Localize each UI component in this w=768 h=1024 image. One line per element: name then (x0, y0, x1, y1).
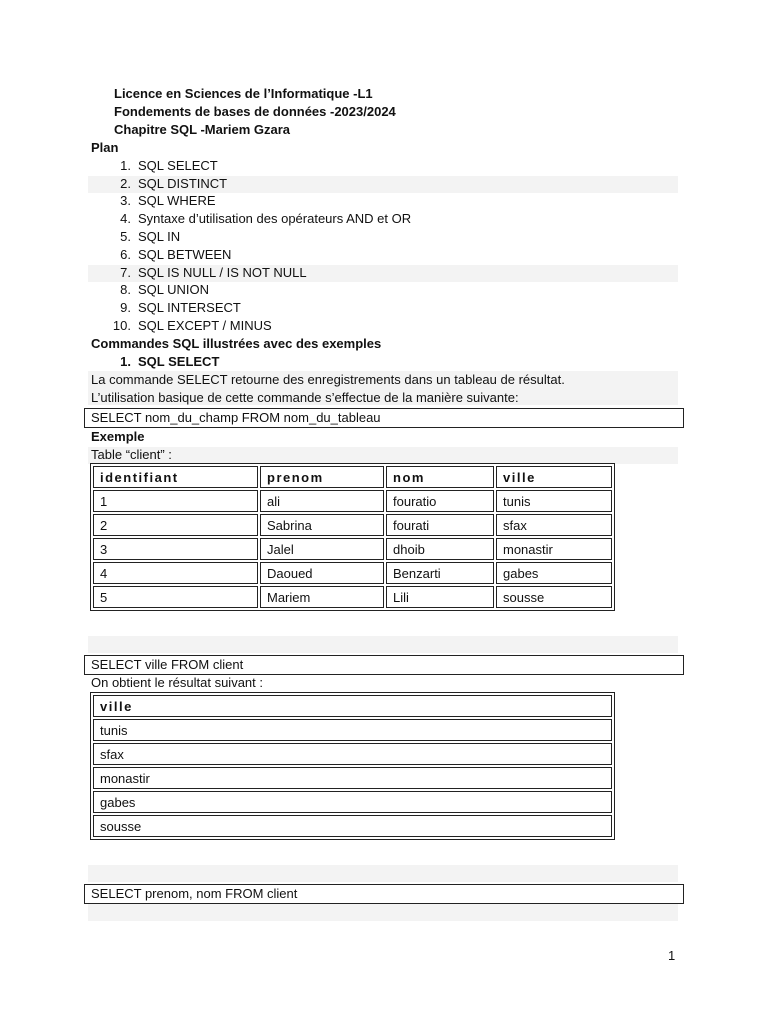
column-header: ville (496, 466, 612, 488)
table-row (93, 719, 612, 741)
table-row (93, 562, 612, 584)
section-title: Commandes SQL illustrées avec des exemples (91, 336, 382, 351)
table-cell: fourati (386, 514, 494, 536)
paragraph: L’utilisation basique de cette commande s’effectue de la manière suivante: (91, 390, 519, 405)
table-row (93, 586, 612, 608)
plan-item-text: SQL SELECT (138, 158, 218, 173)
plan-item-text: SQL IN (138, 229, 181, 244)
table-cell: Sabrina (260, 514, 384, 536)
table-cell: tunis (93, 719, 612, 741)
query-box: SELECT prenom, nom FROM client (84, 884, 684, 904)
plan-item-number: 4. (120, 211, 131, 226)
table-cell: 5 (93, 586, 258, 608)
table-row (93, 815, 612, 837)
plan-item (107, 318, 272, 334)
result-label: On obtient le résultat suivant : (91, 675, 263, 690)
plan-item-number: 2. (120, 176, 131, 191)
example-label: Exemple (91, 429, 145, 444)
shade-band (88, 447, 678, 464)
table-cell: sfax (496, 514, 612, 536)
column-header: identifiant (93, 466, 258, 488)
paragraph: La commande SELECT retourne des enregistrements dans un tableau de résultat. (91, 372, 565, 387)
course-title: Licence en Sciences de l’Informatique -L1 (114, 86, 373, 101)
plan-item-number: 5. (120, 229, 131, 244)
subsection-text: SQL SELECT (138, 354, 220, 369)
plan-item-text: SQL DISTINCT (138, 176, 228, 191)
table-cell: Daoued (260, 562, 384, 584)
plan-title: Plan (91, 140, 119, 155)
plan-item-text: SQL EXCEPT / MINUS (138, 318, 272, 333)
table-cell: ali (260, 490, 384, 512)
table-row (93, 743, 612, 765)
table-cell: 1 (93, 490, 258, 512)
table-row (93, 514, 612, 536)
plan-item-number: 3. (120, 193, 131, 208)
shade-band (88, 865, 678, 882)
plan-item (107, 265, 307, 281)
table-cell: sousse (496, 586, 612, 608)
plan-item-text: SQL UNION (138, 282, 210, 297)
subsection-number: 1. (120, 354, 131, 369)
table-cell: monastir (93, 767, 612, 789)
table-cell: fouratio (386, 490, 494, 512)
plan-item (107, 158, 218, 174)
chapter-title: Chapitre SQL -Mariem Gzara (114, 122, 291, 137)
table-caption: Table “client” : (91, 447, 172, 462)
plan-item-number: 9. (120, 300, 131, 315)
table-cell: 3 (93, 538, 258, 560)
table-cell: gabes (93, 791, 612, 813)
shade-band (88, 904, 678, 921)
table-cell: gabes (496, 562, 612, 584)
table-cell: Benzarti (386, 562, 494, 584)
syntax-box: SELECT nom_du_champ FROM nom_du_tableau (84, 408, 684, 428)
result-table (90, 692, 615, 840)
column-header: ville (93, 695, 612, 717)
plan-item (107, 300, 241, 316)
table-cell: 4 (93, 562, 258, 584)
plan-item-text: SQL IS NULL / IS NOT NULL (138, 265, 307, 280)
table-cell: dhoib (386, 538, 494, 560)
table-cell: Mariem (260, 586, 384, 608)
plan-item-text: SQL BETWEEN (138, 247, 232, 262)
table-cell: tunis (496, 490, 612, 512)
plan-item-text: SQL INTERSECT (138, 300, 241, 315)
plan-item (107, 176, 227, 192)
page-number: 1 (668, 948, 676, 963)
plan-item (107, 247, 231, 263)
table-cell: Lili (386, 586, 494, 608)
plan-item (107, 229, 180, 245)
table-row (93, 538, 612, 560)
table-row (93, 767, 612, 789)
course-subject: Fondements de bases de données -2023/2024 (114, 104, 396, 119)
plan-item-number: 1. (120, 158, 131, 173)
column-header: prenom (260, 466, 384, 488)
table-header-row (93, 695, 612, 717)
plan-item (107, 211, 411, 227)
plan-item-number: 8. (120, 282, 131, 297)
plan-item-text: Syntaxe d’utilisation des opérateurs AND et OR (138, 211, 412, 226)
table-cell: sousse (93, 815, 612, 837)
plan-item-number: 10. (112, 318, 131, 333)
table-cell: Jalel (260, 538, 384, 560)
plan-item-number: 7. (120, 265, 131, 280)
plan-item (107, 282, 209, 298)
table-cell: 2 (93, 514, 258, 536)
plan-item-text: SQL WHERE (138, 193, 216, 208)
table-cell: monastir (496, 538, 612, 560)
plan-item (107, 193, 216, 209)
table-header-row (93, 466, 612, 488)
shade-band (88, 636, 678, 653)
table-row (93, 490, 612, 512)
plan-item-number: 6. (120, 247, 131, 262)
table-row (93, 791, 612, 813)
client-table (90, 463, 615, 611)
query-box: SELECT ville FROM client (84, 655, 684, 675)
column-header: nom (386, 466, 494, 488)
table-cell: sfax (93, 743, 612, 765)
subsection-title (107, 354, 219, 370)
